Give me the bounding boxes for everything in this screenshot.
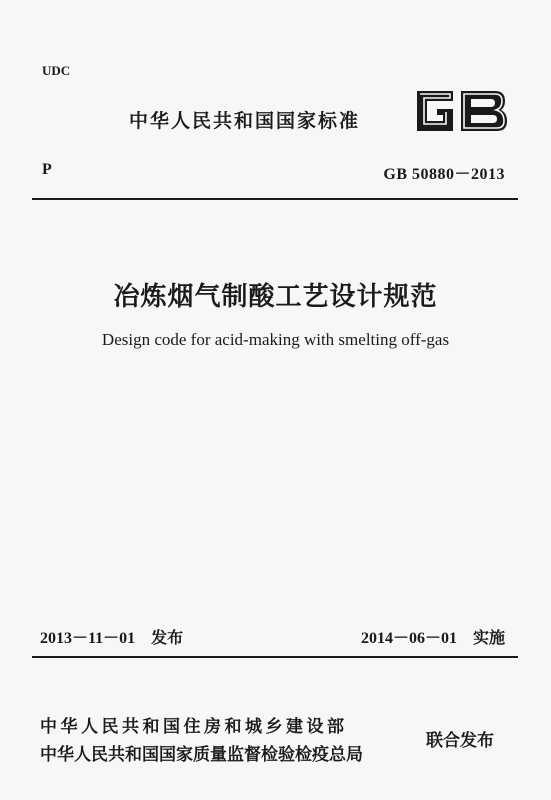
title-chinese: 冶炼烟气制酸工艺设计规范 bbox=[113, 282, 438, 312]
issuer-ministry: 中华人民共和国住房和城乡建设部 bbox=[40, 717, 348, 737]
classification-code: P bbox=[42, 161, 52, 178]
joint-release-label: 联合发布 bbox=[426, 731, 494, 751]
issuer-aqsiq: 中华人民共和国国家质量监督检验检疫总局 bbox=[40, 745, 363, 765]
top-divider bbox=[32, 198, 518, 200]
standard-number: GB 50880－2013 bbox=[383, 166, 505, 183]
gb-logo-icon bbox=[407, 85, 511, 137]
org-title: 中华人民共和国国家标准 bbox=[129, 110, 361, 132]
implementation-date: 2014－06－01 实施 bbox=[360, 630, 505, 647]
title-english: Design code for acid-making with smelting off-gas bbox=[101, 330, 450, 349]
bottom-divider bbox=[32, 656, 518, 658]
udc-label: UDC bbox=[42, 63, 71, 78]
issue-date: 2013－11－01 发布 bbox=[40, 630, 184, 647]
